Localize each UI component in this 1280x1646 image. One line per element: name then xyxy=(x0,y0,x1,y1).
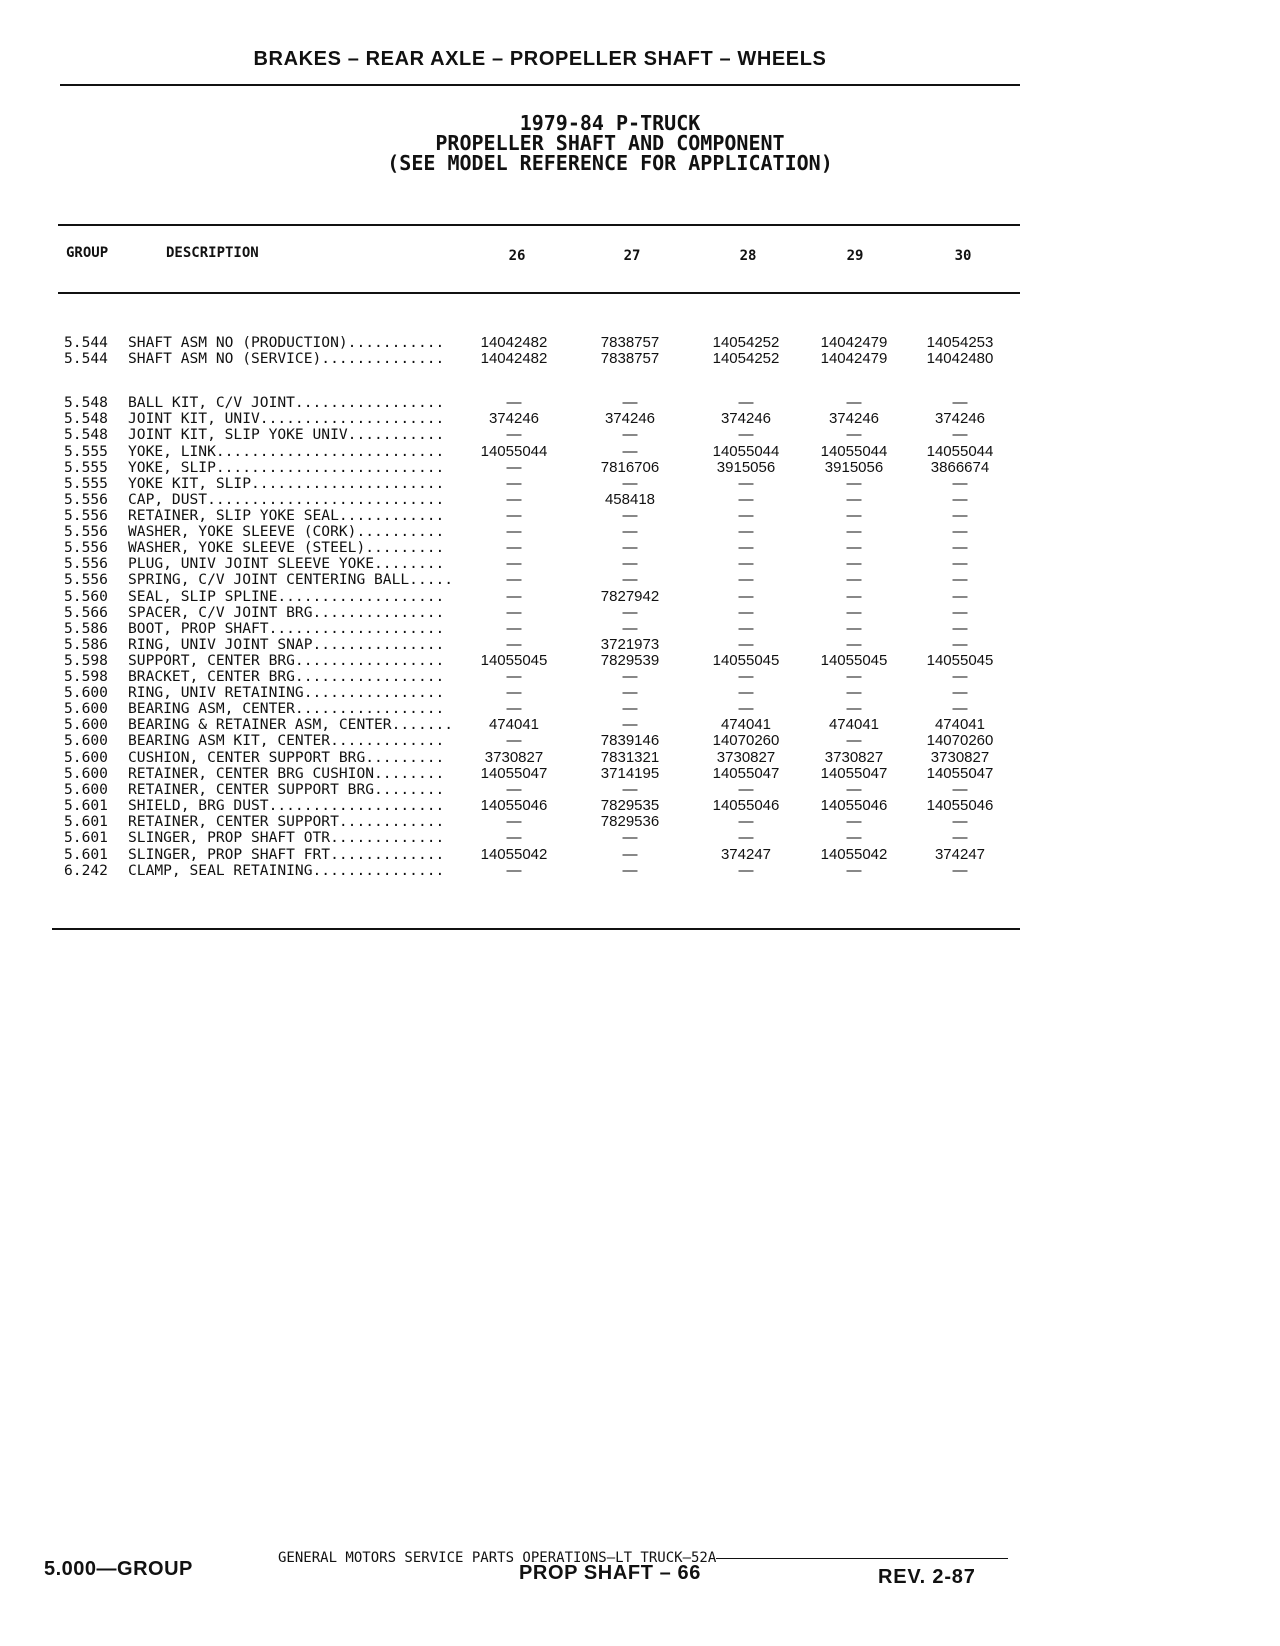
part-number-cell: — xyxy=(622,571,638,588)
part-number-cell: 14055047 xyxy=(820,765,888,782)
part-number-cell: — xyxy=(952,523,968,540)
part-number-cell: 14055044 xyxy=(480,443,548,460)
description-cell: SHIELD, BRG DUST.................... xyxy=(128,798,445,814)
part-number-cell: — xyxy=(622,394,638,411)
part-number-cell: — xyxy=(622,846,638,863)
part-number-cell: — xyxy=(846,571,862,588)
part-number-cell: 3915056 xyxy=(824,459,884,476)
part-number-cell: — xyxy=(952,491,968,508)
group-cell: 5.600 xyxy=(64,732,108,749)
part-number-cell: — xyxy=(622,555,638,572)
part-number-cell: 374246 xyxy=(828,410,880,427)
group-cell: 5.556 xyxy=(64,571,108,588)
part-number-cell: 3915056 xyxy=(716,459,776,476)
part-number-cell: — xyxy=(952,636,968,653)
part-number-cell: — xyxy=(846,588,862,605)
group-cell: 5.544 xyxy=(64,334,108,351)
description-cell: SEAL, SLIP SPLINE................... xyxy=(128,589,445,605)
part-number-cell: 14055045 xyxy=(480,652,548,669)
table-row xyxy=(0,540,1100,556)
group-cell: 5.548 xyxy=(64,426,108,443)
group-cell: 5.548 xyxy=(64,410,108,427)
part-number-cell: — xyxy=(952,475,968,492)
table-bottom-rule xyxy=(52,928,1020,930)
header-bottom-rule xyxy=(58,292,1020,294)
footer-page: PROP SHAFT – 66 xyxy=(518,1562,702,1584)
part-number-cell: 14055042 xyxy=(480,846,548,863)
part-number-cell: — xyxy=(506,732,522,749)
part-number-cell: — xyxy=(622,684,638,701)
table-row xyxy=(0,427,1100,443)
part-number-cell: — xyxy=(846,684,862,701)
description-cell: SUPPORT, CENTER BRG................. xyxy=(128,653,445,669)
part-number-cell: 14070260 xyxy=(712,732,780,749)
part-number-cell: 374246 xyxy=(934,410,986,427)
part-number-cell: 14055044 xyxy=(712,443,780,460)
table-row xyxy=(0,395,1100,411)
group-cell: 5.556 xyxy=(64,507,108,524)
description-cell: BEARING & RETAINER ASM, CENTER....... xyxy=(128,717,454,733)
title-line-2: PROPELLER SHAFT AND COMPONENT xyxy=(435,131,785,155)
footer-publisher: GENERAL MOTORS SERVICE PARTS OPERATIONS—LT TRUCK—52A xyxy=(278,1550,717,1566)
description-cell: WASHER, YOKE SLEEVE (STEEL)......... xyxy=(128,540,445,556)
part-number-cell: — xyxy=(738,491,754,508)
description-cell: BEARING ASM KIT, CENTER............. xyxy=(128,733,445,749)
description-cell: CLAMP, SEAL RETAINING............... xyxy=(128,863,445,879)
part-number-cell: 7838757 xyxy=(600,350,660,367)
group-cell: 5.601 xyxy=(64,829,108,846)
part-number-cell: — xyxy=(622,443,638,460)
description-cell: YOKE KIT, SLIP...................... xyxy=(128,476,445,492)
table-row xyxy=(0,830,1100,846)
part-number-cell: — xyxy=(622,829,638,846)
table-row xyxy=(0,508,1100,524)
table-row xyxy=(0,572,1100,588)
description-cell: RETAINER, CENTER BRG CUSHION........ xyxy=(128,766,445,782)
group-cell: 5.556 xyxy=(64,555,108,572)
part-number-cell: — xyxy=(846,781,862,798)
table-row xyxy=(0,492,1100,508)
table-row xyxy=(0,863,1100,879)
part-number-cell: — xyxy=(506,813,522,830)
part-number-cell: 7831321 xyxy=(600,749,660,766)
footer-revision: REV. 2-87 xyxy=(878,1566,976,1588)
table-row xyxy=(0,444,1100,460)
description-cell: SLINGER, PROP SHAFT FRT............. xyxy=(128,847,445,863)
part-number-cell: — xyxy=(506,507,522,524)
group-cell: 5.601 xyxy=(64,797,108,814)
part-number-cell: — xyxy=(506,604,522,621)
description-cell: CAP, DUST........................... xyxy=(128,492,445,508)
part-number-cell: — xyxy=(738,813,754,830)
part-number-cell: — xyxy=(738,862,754,879)
part-number-cell: — xyxy=(622,523,638,540)
part-number-cell: — xyxy=(738,588,754,605)
part-number-cell: 7829535 xyxy=(600,797,660,814)
part-number-cell: — xyxy=(622,620,638,637)
part-number-cell: — xyxy=(846,700,862,717)
part-number-cell: — xyxy=(952,668,968,685)
table-row xyxy=(0,847,1100,863)
part-number-cell: 3730827 xyxy=(716,749,776,766)
group-cell: 5.601 xyxy=(64,846,108,863)
group-cell: 5.586 xyxy=(64,636,108,653)
description-cell: SPRING, C/V JOINT CENTERING BALL..... xyxy=(128,572,454,588)
title-line-3: (SEE MODEL REFERENCE FOR APPLICATION) xyxy=(387,151,833,175)
part-number-cell: 3866674 xyxy=(930,459,990,476)
part-number-cell: 14055047 xyxy=(480,765,548,782)
section-header: BRAKES – REAR AXLE – PROPELLER SHAFT – WHEELS xyxy=(253,48,827,70)
part-number-cell: 14055045 xyxy=(712,652,780,669)
part-number-cell: 3730827 xyxy=(824,749,884,766)
part-number-cell: — xyxy=(506,684,522,701)
part-number-cell: 14054252 xyxy=(712,334,780,351)
part-number-cell: — xyxy=(506,491,522,508)
header-rule xyxy=(60,84,1020,86)
part-number-cell: 14055047 xyxy=(926,765,994,782)
description-cell: CUSHION, CENTER SUPPORT BRG......... xyxy=(128,750,445,766)
title-line-1: 1979-84 P-TRUCK xyxy=(519,111,701,135)
part-number-cell: 14042479 xyxy=(820,350,888,367)
table-row xyxy=(0,653,1100,669)
part-number-cell: 14054252 xyxy=(712,350,780,367)
part-number-cell: — xyxy=(846,523,862,540)
group-cell: 5.555 xyxy=(64,459,108,476)
part-number-cell: 474041 xyxy=(488,716,540,733)
part-number-cell: — xyxy=(738,700,754,717)
table-row xyxy=(0,750,1100,766)
part-number-cell: 7839146 xyxy=(600,732,660,749)
part-number-cell: — xyxy=(506,636,522,653)
footer-rule xyxy=(716,1558,1008,1559)
part-number-cell: — xyxy=(622,668,638,685)
part-number-cell: — xyxy=(622,539,638,556)
part-number-cell: — xyxy=(738,684,754,701)
part-number-cell: 14055044 xyxy=(926,443,994,460)
part-number-cell: — xyxy=(846,829,862,846)
part-number-cell: 14055046 xyxy=(926,797,994,814)
part-number-cell: — xyxy=(622,700,638,717)
part-number-cell: 3730827 xyxy=(930,749,990,766)
table-row xyxy=(0,782,1100,798)
table-row xyxy=(0,556,1100,572)
part-number-cell: — xyxy=(952,555,968,572)
description-cell: SHAFT ASM NO (SERVICE).............. xyxy=(128,351,445,367)
group-cell: 5.600 xyxy=(64,749,108,766)
part-number-cell: 14054253 xyxy=(926,334,994,351)
part-number-cell: — xyxy=(622,507,638,524)
part-number-cell: — xyxy=(846,668,862,685)
description-cell: YOKE, SLIP.......................... xyxy=(128,460,445,476)
table-row xyxy=(0,701,1100,717)
column-header-29: 29 xyxy=(846,248,864,264)
part-number-cell: — xyxy=(846,620,862,637)
group-cell: 5.600 xyxy=(64,781,108,798)
part-number-cell: — xyxy=(506,862,522,879)
part-number-cell: — xyxy=(952,813,968,830)
part-number-cell: 374246 xyxy=(488,410,540,427)
part-number-cell: — xyxy=(506,781,522,798)
description-cell: BEARING ASM, CENTER................. xyxy=(128,701,445,717)
table-row xyxy=(0,685,1100,701)
part-number-cell: 14055044 xyxy=(820,443,888,460)
table-row xyxy=(0,637,1100,653)
part-number-cell: — xyxy=(738,604,754,621)
part-number-cell: — xyxy=(622,716,638,733)
part-number-cell: 14055046 xyxy=(712,797,780,814)
part-number-cell: 7829539 xyxy=(600,652,660,669)
table-row xyxy=(0,669,1100,685)
part-number-cell: — xyxy=(846,491,862,508)
part-number-cell: 374247 xyxy=(720,846,772,863)
part-number-cell: — xyxy=(506,394,522,411)
group-cell: 5.600 xyxy=(64,684,108,701)
part-number-cell: — xyxy=(738,475,754,492)
part-number-cell: — xyxy=(952,781,968,798)
part-number-cell: — xyxy=(952,862,968,879)
table-row xyxy=(0,814,1100,830)
part-number-cell: 7838757 xyxy=(600,334,660,351)
part-number-cell: 14055046 xyxy=(480,797,548,814)
part-number-cell: — xyxy=(738,571,754,588)
part-number-cell: — xyxy=(622,862,638,879)
part-number-cell: — xyxy=(952,571,968,588)
group-cell: 5.598 xyxy=(64,652,108,669)
group-cell: 5.556 xyxy=(64,523,108,540)
part-number-cell: — xyxy=(952,829,968,846)
part-number-cell: — xyxy=(846,475,862,492)
column-header-30: 30 xyxy=(954,248,972,264)
part-number-cell: 7829536 xyxy=(600,813,660,830)
description-cell: WASHER, YOKE SLEEVE (CORK).......... xyxy=(128,524,445,540)
part-number-cell: — xyxy=(506,571,522,588)
part-number-cell: 14055042 xyxy=(820,846,888,863)
description-cell: SHAFT ASM NO (PRODUCTION)........... xyxy=(128,335,445,351)
description-cell: BRACKET, CENTER BRG................. xyxy=(128,669,445,685)
part-number-cell: — xyxy=(846,539,862,556)
part-number-cell: 14055046 xyxy=(820,797,888,814)
part-number-cell: — xyxy=(952,426,968,443)
description-cell: PLUG, UNIV JOINT SLEEVE YOKE........ xyxy=(128,556,445,572)
part-number-cell: — xyxy=(738,636,754,653)
part-number-cell: — xyxy=(506,539,522,556)
part-number-cell: 14042480 xyxy=(926,350,994,367)
part-number-cell: — xyxy=(952,604,968,621)
part-number-cell: 3721973 xyxy=(600,636,660,653)
description-cell: YOKE, LINK.......................... xyxy=(128,444,445,460)
group-cell: 5.600 xyxy=(64,716,108,733)
part-number-cell: 7816706 xyxy=(600,459,660,476)
description-cell: BALL KIT, C/V JOINT................. xyxy=(128,395,445,411)
part-number-cell: — xyxy=(506,459,522,476)
part-number-cell: — xyxy=(738,507,754,524)
table-row xyxy=(0,798,1100,814)
part-number-cell: — xyxy=(952,700,968,717)
part-number-cell: — xyxy=(952,394,968,411)
table-row xyxy=(0,476,1100,492)
title-block xyxy=(60,113,1160,173)
table-top-rule xyxy=(58,224,1020,226)
group-cell: 5.556 xyxy=(64,539,108,556)
table-row xyxy=(0,411,1100,427)
table-row xyxy=(0,621,1100,637)
part-number-cell: — xyxy=(952,507,968,524)
description-cell: JOINT KIT, SLIP YOKE UNIV........... xyxy=(128,427,445,443)
description-cell: RING, UNIV JOINT SNAP............... xyxy=(128,637,445,653)
table-row xyxy=(0,589,1100,605)
part-number-cell: — xyxy=(952,620,968,637)
part-number-cell: 14055047 xyxy=(712,765,780,782)
part-number-cell: 14055045 xyxy=(926,652,994,669)
group-cell: 6.242 xyxy=(64,862,108,879)
description-cell: RETAINER, CENTER SUPPORT BRG........ xyxy=(128,782,445,798)
group-cell: 5.544 xyxy=(64,350,108,367)
part-number-cell: — xyxy=(846,732,862,749)
part-number-cell: — xyxy=(738,394,754,411)
part-number-cell: — xyxy=(846,426,862,443)
description-cell: SPACER, C/V JOINT BRG............... xyxy=(128,605,445,621)
table-row xyxy=(0,733,1100,749)
part-number-cell: — xyxy=(952,684,968,701)
part-number-cell: 14042479 xyxy=(820,334,888,351)
part-number-cell: 374246 xyxy=(604,410,656,427)
part-number-cell: — xyxy=(738,426,754,443)
table-row xyxy=(0,351,1100,367)
part-number-cell: — xyxy=(506,475,522,492)
part-number-cell: — xyxy=(738,555,754,572)
part-number-cell: — xyxy=(738,829,754,846)
group-cell: 5.555 xyxy=(64,443,108,460)
table-row xyxy=(0,605,1100,621)
part-number-cell: 14042482 xyxy=(480,334,548,351)
description-cell: JOINT KIT, UNIV..................... xyxy=(128,411,445,427)
part-number-cell: — xyxy=(846,555,862,572)
group-cell: 5.600 xyxy=(64,765,108,782)
part-number-cell: 14055045 xyxy=(820,652,888,669)
part-number-cell: — xyxy=(738,668,754,685)
table-row xyxy=(0,717,1100,733)
table-row xyxy=(0,460,1100,476)
part-number-cell: — xyxy=(846,394,862,411)
part-number-cell: — xyxy=(622,781,638,798)
part-number-cell: — xyxy=(506,620,522,637)
description-cell: SLINGER, PROP SHAFT OTR............. xyxy=(128,830,445,846)
part-number-cell: — xyxy=(506,523,522,540)
description-cell: RING, UNIV RETAINING................ xyxy=(128,685,445,701)
group-cell: 5.598 xyxy=(64,668,108,685)
column-header-28: 28 xyxy=(739,248,757,264)
part-number-cell: 14042482 xyxy=(480,350,548,367)
part-number-cell: 7827942 xyxy=(600,588,660,605)
group-cell: 5.586 xyxy=(64,620,108,637)
part-number-cell: 3714195 xyxy=(600,765,660,782)
part-number-cell: — xyxy=(846,862,862,879)
group-cell: 5.566 xyxy=(64,604,108,621)
table-row xyxy=(0,766,1100,782)
description-cell: RETAINER, SLIP YOKE SEAL............ xyxy=(128,508,445,524)
description-cell: BOOT, PROP SHAFT.................... xyxy=(128,621,445,637)
group-cell: 5.555 xyxy=(64,475,108,492)
part-number-cell: 14070260 xyxy=(926,732,994,749)
part-number-cell: 3730827 xyxy=(484,749,544,766)
table-row xyxy=(0,335,1100,351)
group-cell: 5.601 xyxy=(64,813,108,830)
part-number-cell: — xyxy=(952,588,968,605)
part-number-cell: — xyxy=(506,426,522,443)
part-number-cell: — xyxy=(506,555,522,572)
part-number-cell: — xyxy=(622,475,638,492)
column-header-27: 27 xyxy=(623,248,641,264)
part-number-cell: — xyxy=(846,604,862,621)
part-number-cell: 458418 xyxy=(604,491,656,508)
part-number-cell: — xyxy=(506,700,522,717)
part-number-cell: — xyxy=(846,507,862,524)
part-number-cell: — xyxy=(738,781,754,798)
group-cell: 5.556 xyxy=(64,491,108,508)
part-number-cell: — xyxy=(846,636,862,653)
part-number-cell: — xyxy=(506,668,522,685)
part-number-cell: 474041 xyxy=(934,716,986,733)
part-number-cell: — xyxy=(738,620,754,637)
part-number-cell: 374247 xyxy=(934,846,986,863)
column-header-26: 26 xyxy=(508,248,526,264)
description-cell: RETAINER, CENTER SUPPORT............ xyxy=(128,814,445,830)
table-row xyxy=(0,524,1100,540)
part-number-cell: 374246 xyxy=(720,410,772,427)
footer-group: 5.000—GROUP xyxy=(44,1558,193,1580)
group-cell: 5.600 xyxy=(64,700,108,717)
part-number-cell: — xyxy=(738,539,754,556)
column-header-group: GROUP xyxy=(66,245,109,261)
part-number-cell: — xyxy=(622,604,638,621)
part-number-cell: — xyxy=(506,588,522,605)
group-cell: 5.560 xyxy=(64,588,108,605)
column-header-description: DESCRIPTION xyxy=(166,245,259,261)
part-number-cell: — xyxy=(506,829,522,846)
part-number-cell: — xyxy=(622,426,638,443)
part-number-cell: — xyxy=(952,539,968,556)
part-number-cell: 474041 xyxy=(720,716,772,733)
part-number-cell: 474041 xyxy=(828,716,880,733)
part-number-cell: — xyxy=(846,813,862,830)
part-number-cell: — xyxy=(738,523,754,540)
group-cell: 5.548 xyxy=(64,394,108,411)
